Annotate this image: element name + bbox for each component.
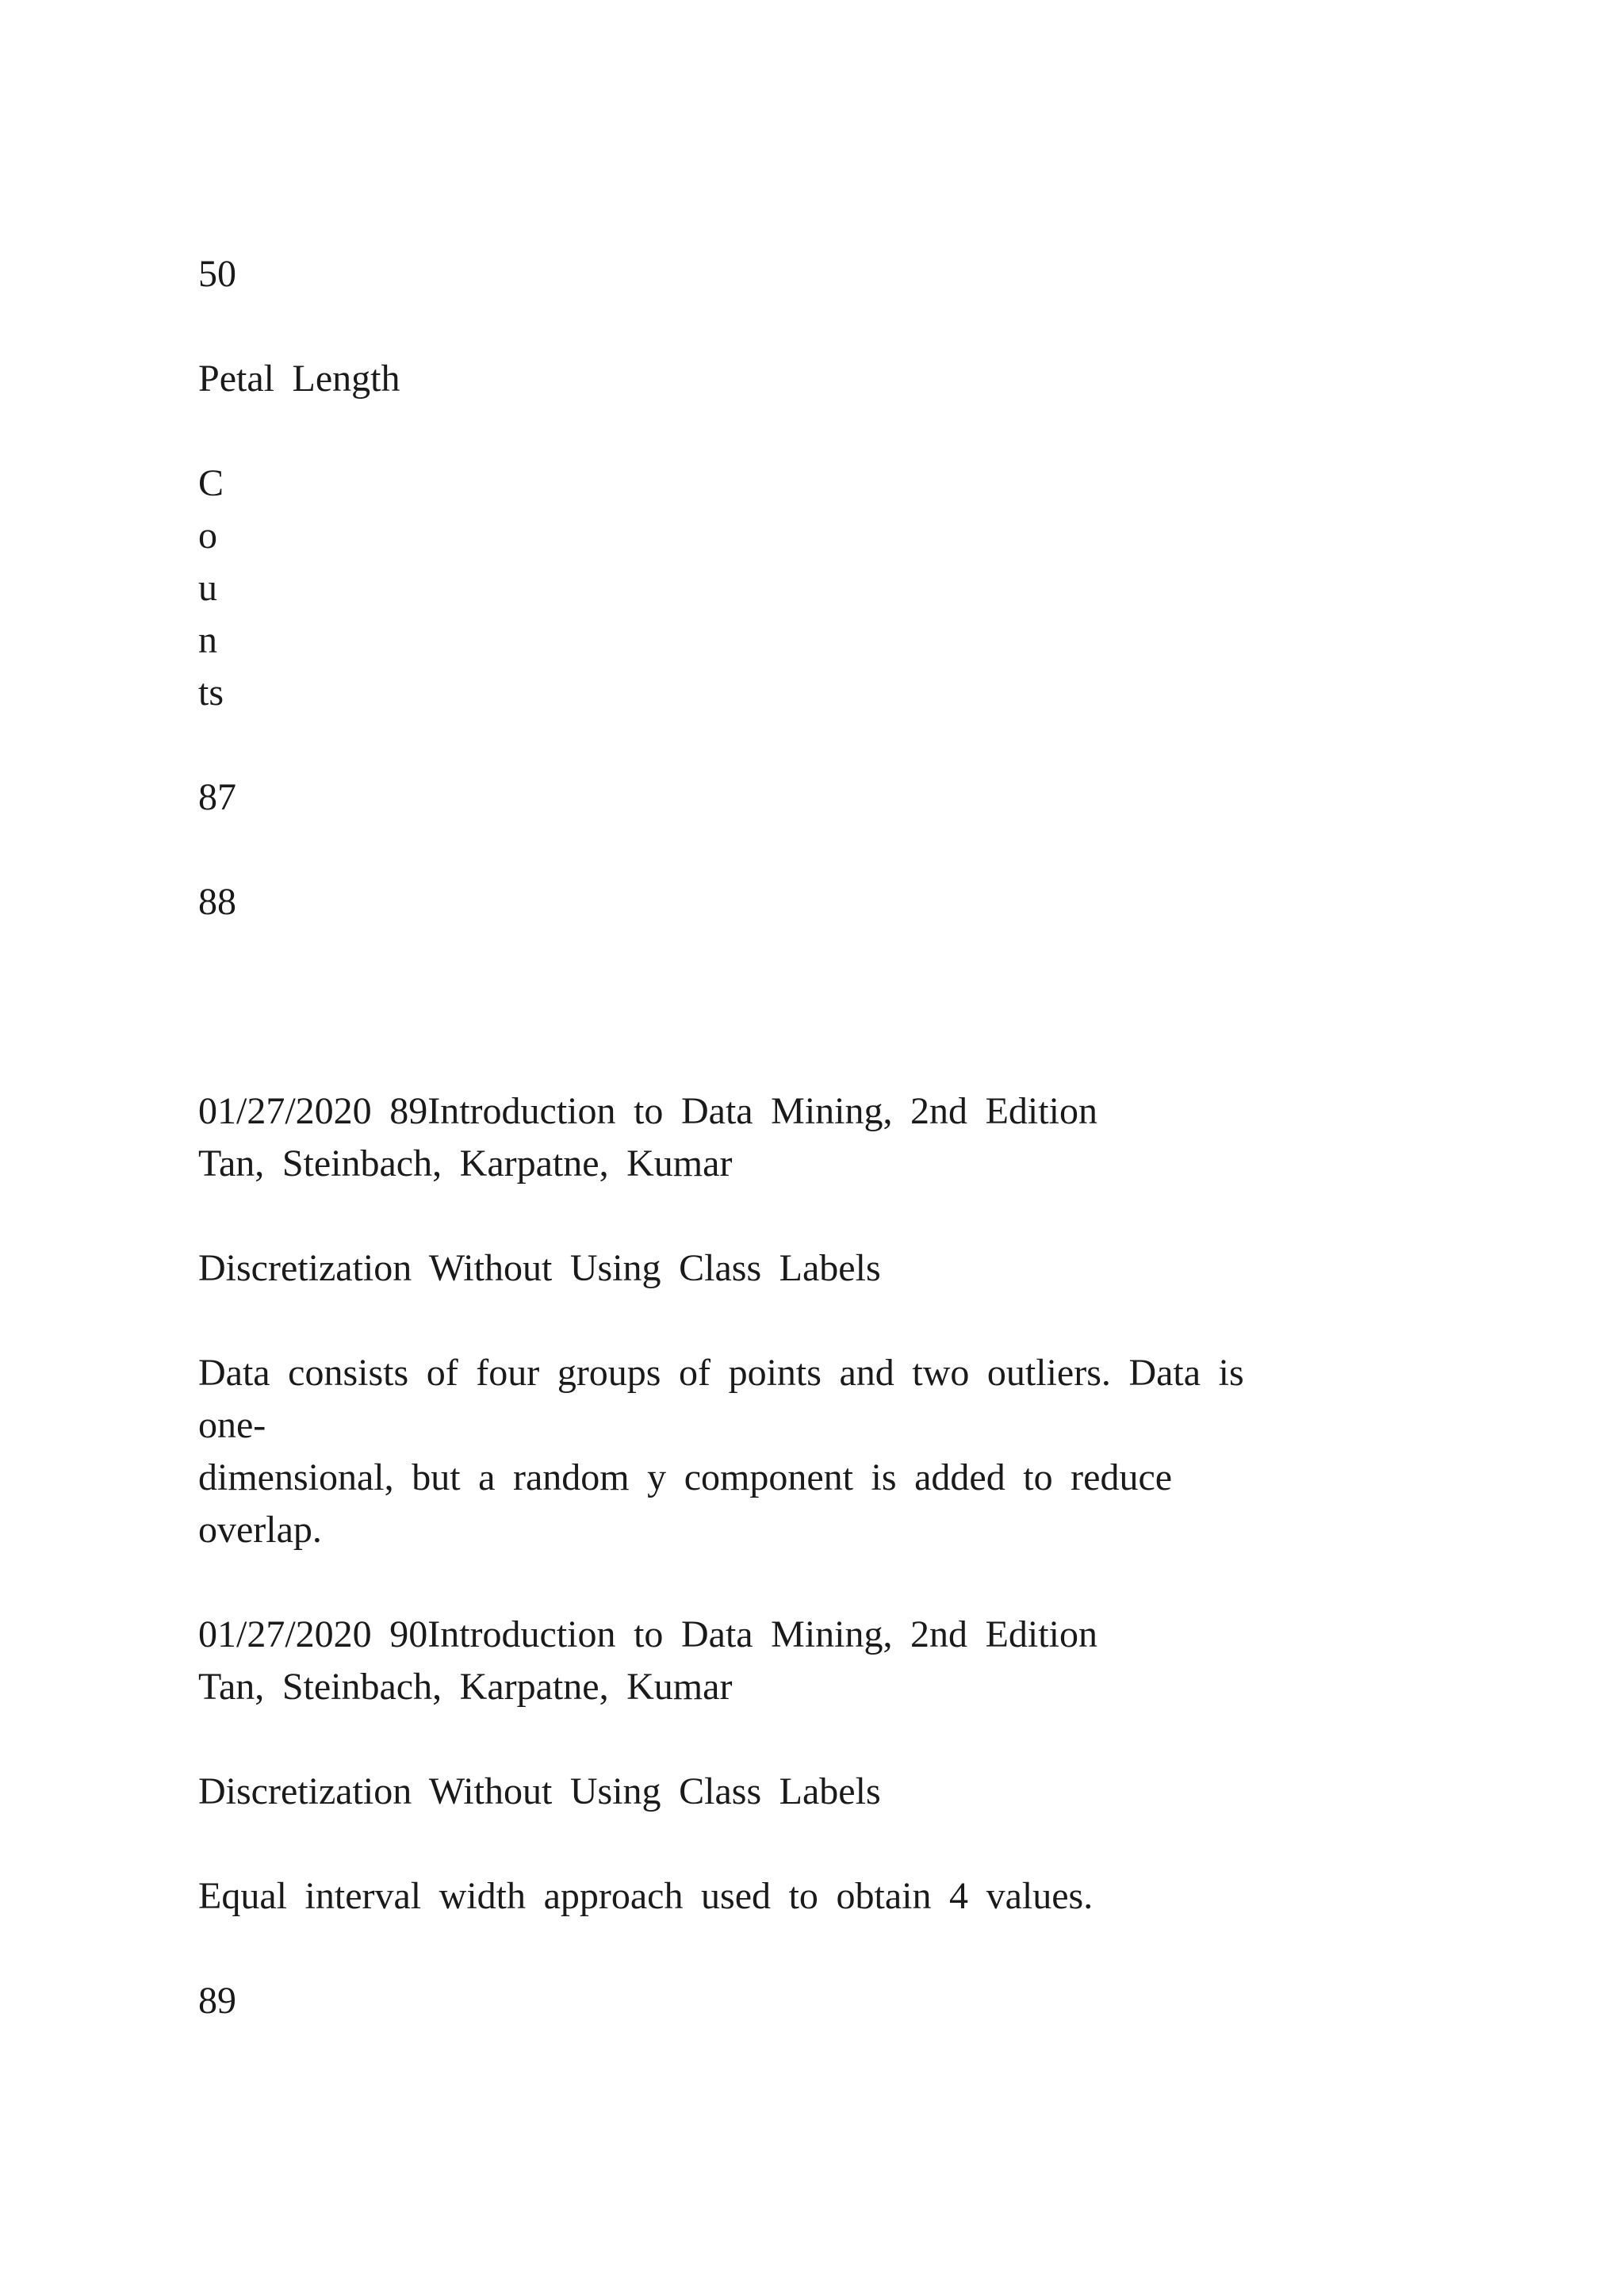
page-number: 88 (198, 881, 236, 923)
slide-footer-authors: Tan, Steinbach, Karpatne, Kumar (198, 1142, 733, 1184)
axis-label-counts-char-n: n (198, 619, 217, 661)
slide-heading: Discretization Without Using Class Labels (198, 1247, 881, 1289)
page-number: 89 (198, 1980, 236, 2022)
paragraph-line: one- (198, 1404, 266, 1446)
paragraph-line: overlap. (198, 1509, 322, 1551)
slide-footer-authors: Tan, Steinbach, Karpatne, Kumar (198, 1666, 733, 1708)
axis-label-counts-char-o: o (198, 515, 217, 557)
axis-label-petal-length: Petal Length (198, 358, 400, 400)
paragraph-line: Data consists of four groups of points and two outliers. Data is (198, 1352, 1244, 1394)
page-number: 87 (198, 776, 236, 818)
slide-heading: Discretization Without Using Class Labels (198, 1770, 881, 1812)
axis-label-counts-char-u: u (198, 567, 217, 609)
axis-label-counts-char-c: C (198, 462, 224, 504)
paragraph-line: Equal interval width approach used to obtain 4 values. (198, 1875, 1094, 1917)
slide-footer-date-title: 01/27/2020 90Introduction to Data Mining, 2nd Edition (198, 1613, 1097, 1655)
axis-label-counts-chars-ts: ts (198, 672, 224, 714)
histogram-count-value: 50 (198, 253, 236, 295)
slide-footer-date-title: 01/27/2020 89Introduction to Data Mining, 2nd Edition (198, 1090, 1097, 1132)
paragraph-line: dimensional, but a random y component is added to reduce (198, 1456, 1173, 1498)
